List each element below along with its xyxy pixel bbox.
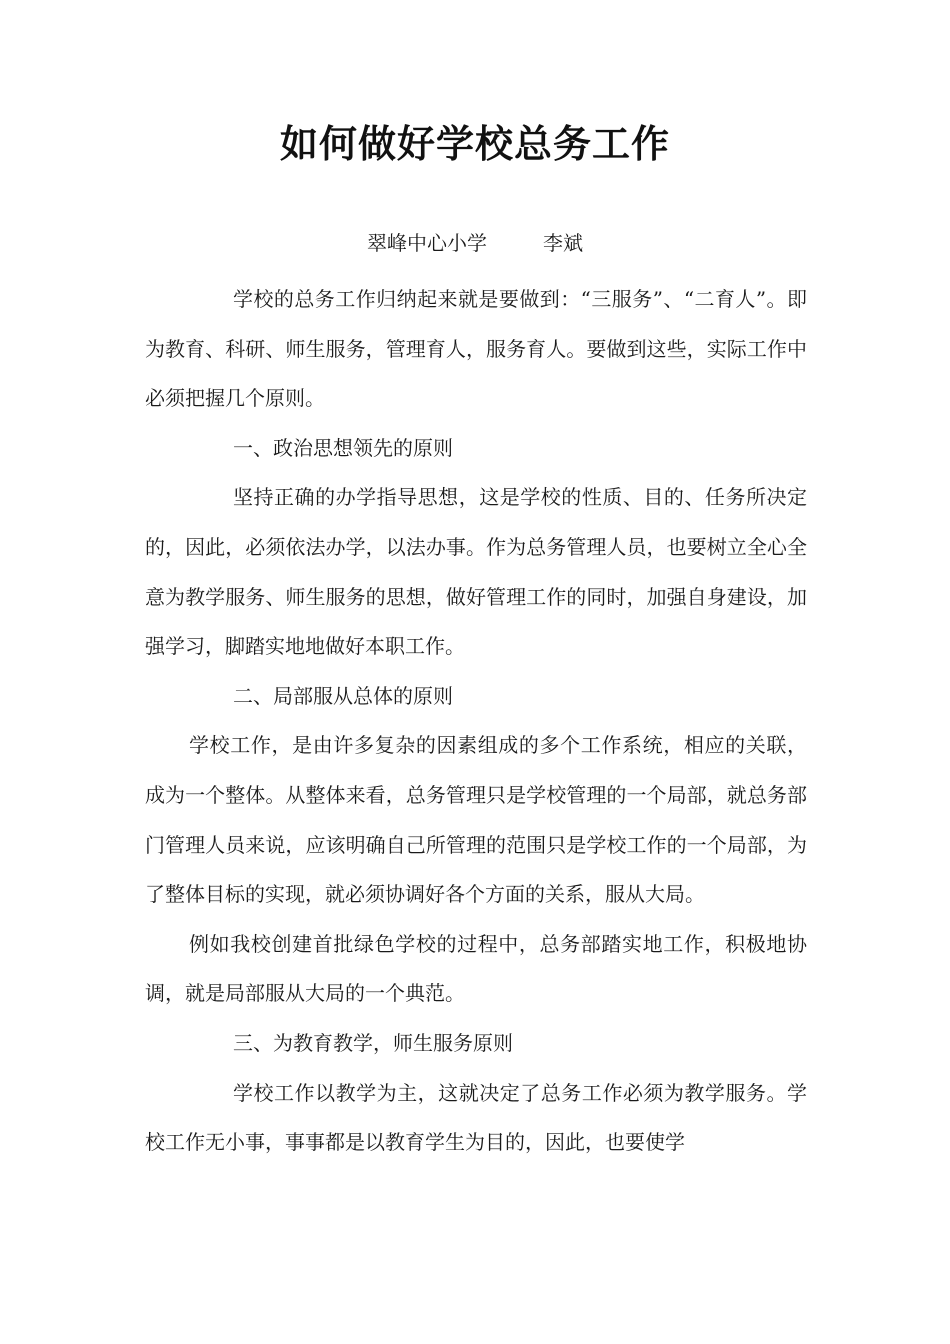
section-heading-2: 二、局部服从总体的原则	[233, 683, 453, 708]
section-heading-1: 一、政治思想领先的原则	[233, 435, 453, 460]
section-heading-3: 三、为教育教学，师生服务原则	[233, 1030, 513, 1055]
document-title: 如何做好学校总务工作	[279, 121, 670, 166]
body-paragraph: 学校工作以教学为主，这就决定了总务工作必须为教学服务。学校工作无小事，事事都是以教育学生为目的，因此，也要使学	[145, 1080, 807, 1155]
document-body	[145, 275, 807, 1168]
body-paragraph: 例如我校创建首批绿色学校的过程中，总务部踏实地工作，积极地协调，就是局部服从大局的一个典范。	[145, 931, 807, 1006]
body-paragraph: 学校工作，是由许多复杂的因素组成的多个工作系统，相应的关联，成为一个整体。从整体来看，总务管理只是学校管理的一个局部，就总务部门管理人员来说，应该明确自己所管理的范围只是学校工作的一个局部，为了整体目标的实现，就必须协调好各个方面的关系，服从大局。	[145, 733, 807, 907]
intro-paragraph: 学校的总务工作归纳起来就是要做到：“三服务”、“二育人”。即为教育、科研、师生服务，管理育人，服务育人。要做到这些，实际工作中必须把握几个原则。	[145, 287, 807, 411]
author-school: 翠峰中心小学	[367, 231, 487, 255]
author-byline	[0, 226, 950, 260]
author-name: 李斌	[543, 231, 583, 255]
body-paragraph: 坚持正确的办学指导思想，这是学校的性质、目的、任务所决定的，因此，必须依法办学，以法办事。作为总务管理人员，也要树立全心全意为教学服务、师生服务的思想，做好管理工作的同时，加强自身建设，加强学习，脚踏实地地做好本职工作。	[145, 485, 807, 659]
